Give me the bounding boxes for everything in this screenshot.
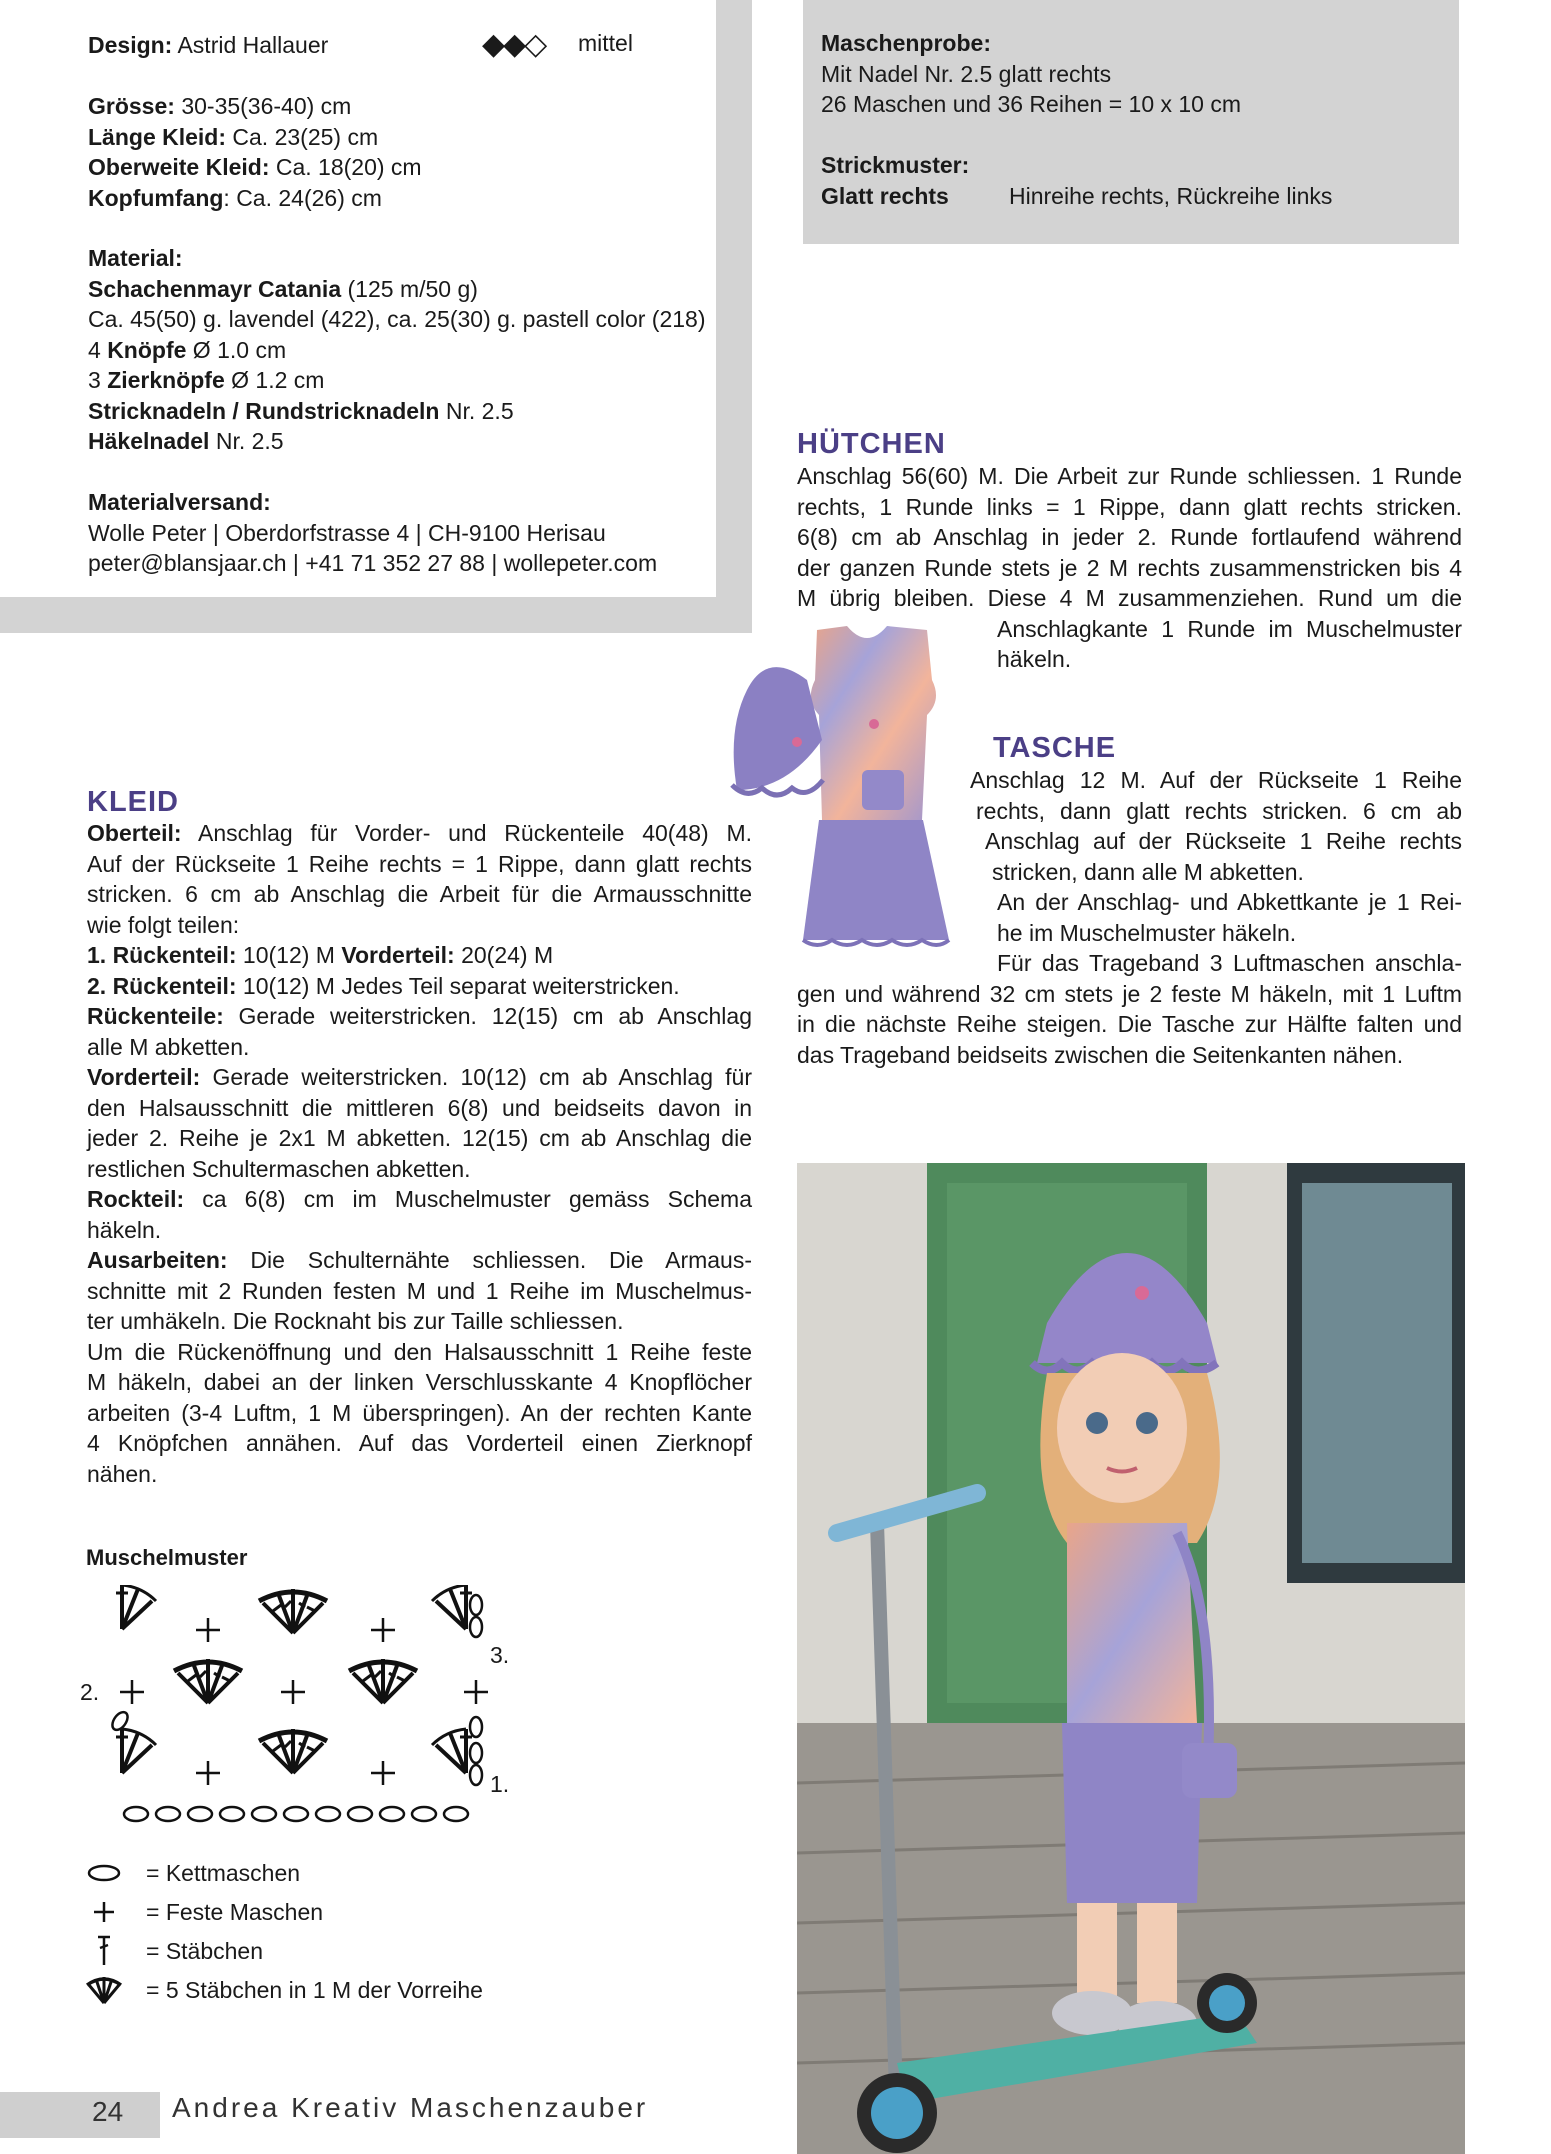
legend-item: = Stäbchen — [84, 1934, 263, 1968]
size-item: Grösse: 30-35(36-40) cm — [88, 93, 352, 119]
pattern-heading: Strickmuster: — [821, 152, 970, 178]
chart-row-label: 2. — [80, 1679, 100, 1705]
chart-row-label: 1. — [490, 1771, 510, 1797]
size-item: Oberweite Kleid: Ca. 18(20) cm — [88, 154, 422, 180]
section-title-kleid: KLEID — [87, 786, 179, 818]
legend-item: = 5 Stäbchen in 1 M der Vorreihe — [84, 1973, 483, 2007]
size-item: Kopfumfang: Ca. 24(26) cm — [88, 184, 382, 211]
section-title-tasche: TASCHE — [993, 732, 1117, 764]
crochet-chart — [78, 1585, 548, 1830]
legend-item: = Kettmaschen — [84, 1856, 300, 1890]
material-section: Material: Schachenmayr Catania (125 m/50 g) Ca. 45(50) g. lavendel (422), ca. 25(30) g. pastell color (218) 4 Knöpfe Ø 1.0 cm 3 Zierknöpfe Ø 1.2 cm Stricknadeln / Rundstricknadeln Nr. 2.5 Häkelnadel Nr. 2.5 — [88, 245, 706, 454]
design-value: Astrid Hallauer — [172, 32, 329, 58]
yarn-brand: Schachenmayr Catania — [88, 275, 342, 302]
size-list — [88, 91, 422, 213]
page-number: 24 — [92, 2096, 124, 2127]
tasche-text: Anschlag 12 M. Auf der Rückseite 1 Reihe rechts, dann glatt rechts stricken. 6 cm ab Anschlag auf der Rückseite 1 Reihe rechts stricken, dann alle M abketten. An der Anschlag- und Abkettkante je 1 Rei- he im Muschelmuster häkeln. Für das Trageband 3 Luftmaschen anschla- gen und während 32 cm stets je 2 feste M häkeln, mit 1 Luftm in die nächste Reihe steigen. Die Tasche zur Hälfte falten und das Trageband beidseits zwischen die Seitenkanten nähen. — [797, 767, 1462, 1068]
difficulty-label: mittel — [578, 30, 633, 56]
chart-title: Muschelmuster — [86, 1545, 248, 1570]
publication-title: Andrea Kreativ Maschenzauber — [172, 2092, 649, 2123]
legend-item: = Feste Maschen — [84, 1895, 323, 1929]
pattern-desc: Hinreihe rechts, Rückreihe links — [1009, 182, 1333, 209]
shipping-heading: Materialversand: — [88, 489, 271, 515]
footer-bar — [0, 2092, 160, 2138]
doll-scooter-photo — [797, 1163, 1465, 2154]
difficulty-diamonds-icon: ◆◆◇ — [482, 28, 546, 61]
shell-stitch-icon — [84, 1973, 124, 2007]
section-title-huetchen: HÜTCHEN — [797, 428, 946, 460]
huetchen-text: Anschlag 56(60) M. Die Arbeit zur Runde schliessen. 1 Runde rechts, 1 Runde links = 1 Rippe, dann glatt rechts stricken. 6(8) cm ab Anschlag in jeder 2. Runde fortlaufend während der ganzen Runde stets je 2 M rechts zusammenstricken bis 4 M übrig bleiben. Diese 4 M zusammenziehen. Rund um die Anschlagkante 1 Runde im Muschelmuster häkeln. — [797, 463, 1462, 672]
shipping-contact: peter@blansjaar.ch | +41 71 352 27 88 | wollepeter.com — [88, 550, 658, 576]
design-credit — [88, 30, 328, 61]
kleid-text: Oberteil: Anschlag für Vorder- und Rückenteile 40(48) M. Auf der Rückseite 1 Reihe rechts = 1 Rippe, dann glatt rechts stricken. 6 cm ab Anschlag die Arbeit für die Armausschnitte wie folgt teilen: 1. Rückenteil: 10(12) M Vorderteil: 20(24) M 2. Rückenteil: 10(12) M Jedes Teil separat weiterstricken. Rückenteile: Gerade weiterstricken. 12(15) cm ab Anschlag alle M abketten. Vorderteil: Gerade weiterstricken. 10(12) cm ab Anschlag für den Halsausschnitt die mittleren 6(8) und beidseits davon in jeder 2. Reihe je 2x1 M abketten. 12(15) cm ab Anschlag die restlichen Schultermaschen abketten. Rockteil: ca 6(8) cm im Muschelmuster gemäss Schema häkeln. Ausarbeiten: Die Schulternähte schliessen. Die Armaus- schnitte mit 2 Runden festen M und 1 Reihe im Muschelmus- ter umhäkeln. Die Rocknaht bis zur Taille schliessen. Um die Rückenöffnung und den Halsausschnitt 1 Reihe feste M häkeln, dabei an der linken Verschlusskante 4 Knopflöcher arbeiten (3-4 Luftm, 1 M überspringen). An der rechten Kante 4 Knöpfchen annähen. Auf das Vorderteil einen Zierknopf nähen. — [87, 820, 752, 1487]
material-shipping — [88, 487, 657, 579]
pattern-name: Glatt rechts — [821, 182, 949, 209]
chart-row-label: 3. — [490, 1642, 510, 1668]
single-crochet-icon — [84, 1895, 124, 1929]
gauge-heading: Maschenprobe: — [821, 30, 991, 56]
chain-stitch-icon — [84, 1856, 124, 1890]
material-heading: Material: — [88, 245, 183, 271]
double-crochet-icon — [84, 1934, 124, 1968]
size-item: Länge Kleid: Ca. 23(25) cm — [88, 123, 379, 150]
shipping-address: Wolle Peter | Oberdorfstrasse 4 | CH-9100 Herisau — [88, 519, 606, 546]
yarn-amounts: Ca. 45(50) g. lavendel (422), ca. 25(30) g. pastell color (218) — [88, 306, 706, 332]
gauge-section: Maschenprobe: Mit Nadel Nr. 2.5 glatt rechts 26 Maschen und 36 Reihen = 10 x 10 cm Strickmuster: Glatt rechts Hinreihe rechts, Rückreihe links — [821, 28, 1241, 211]
design-label: Design: — [88, 32, 173, 58]
